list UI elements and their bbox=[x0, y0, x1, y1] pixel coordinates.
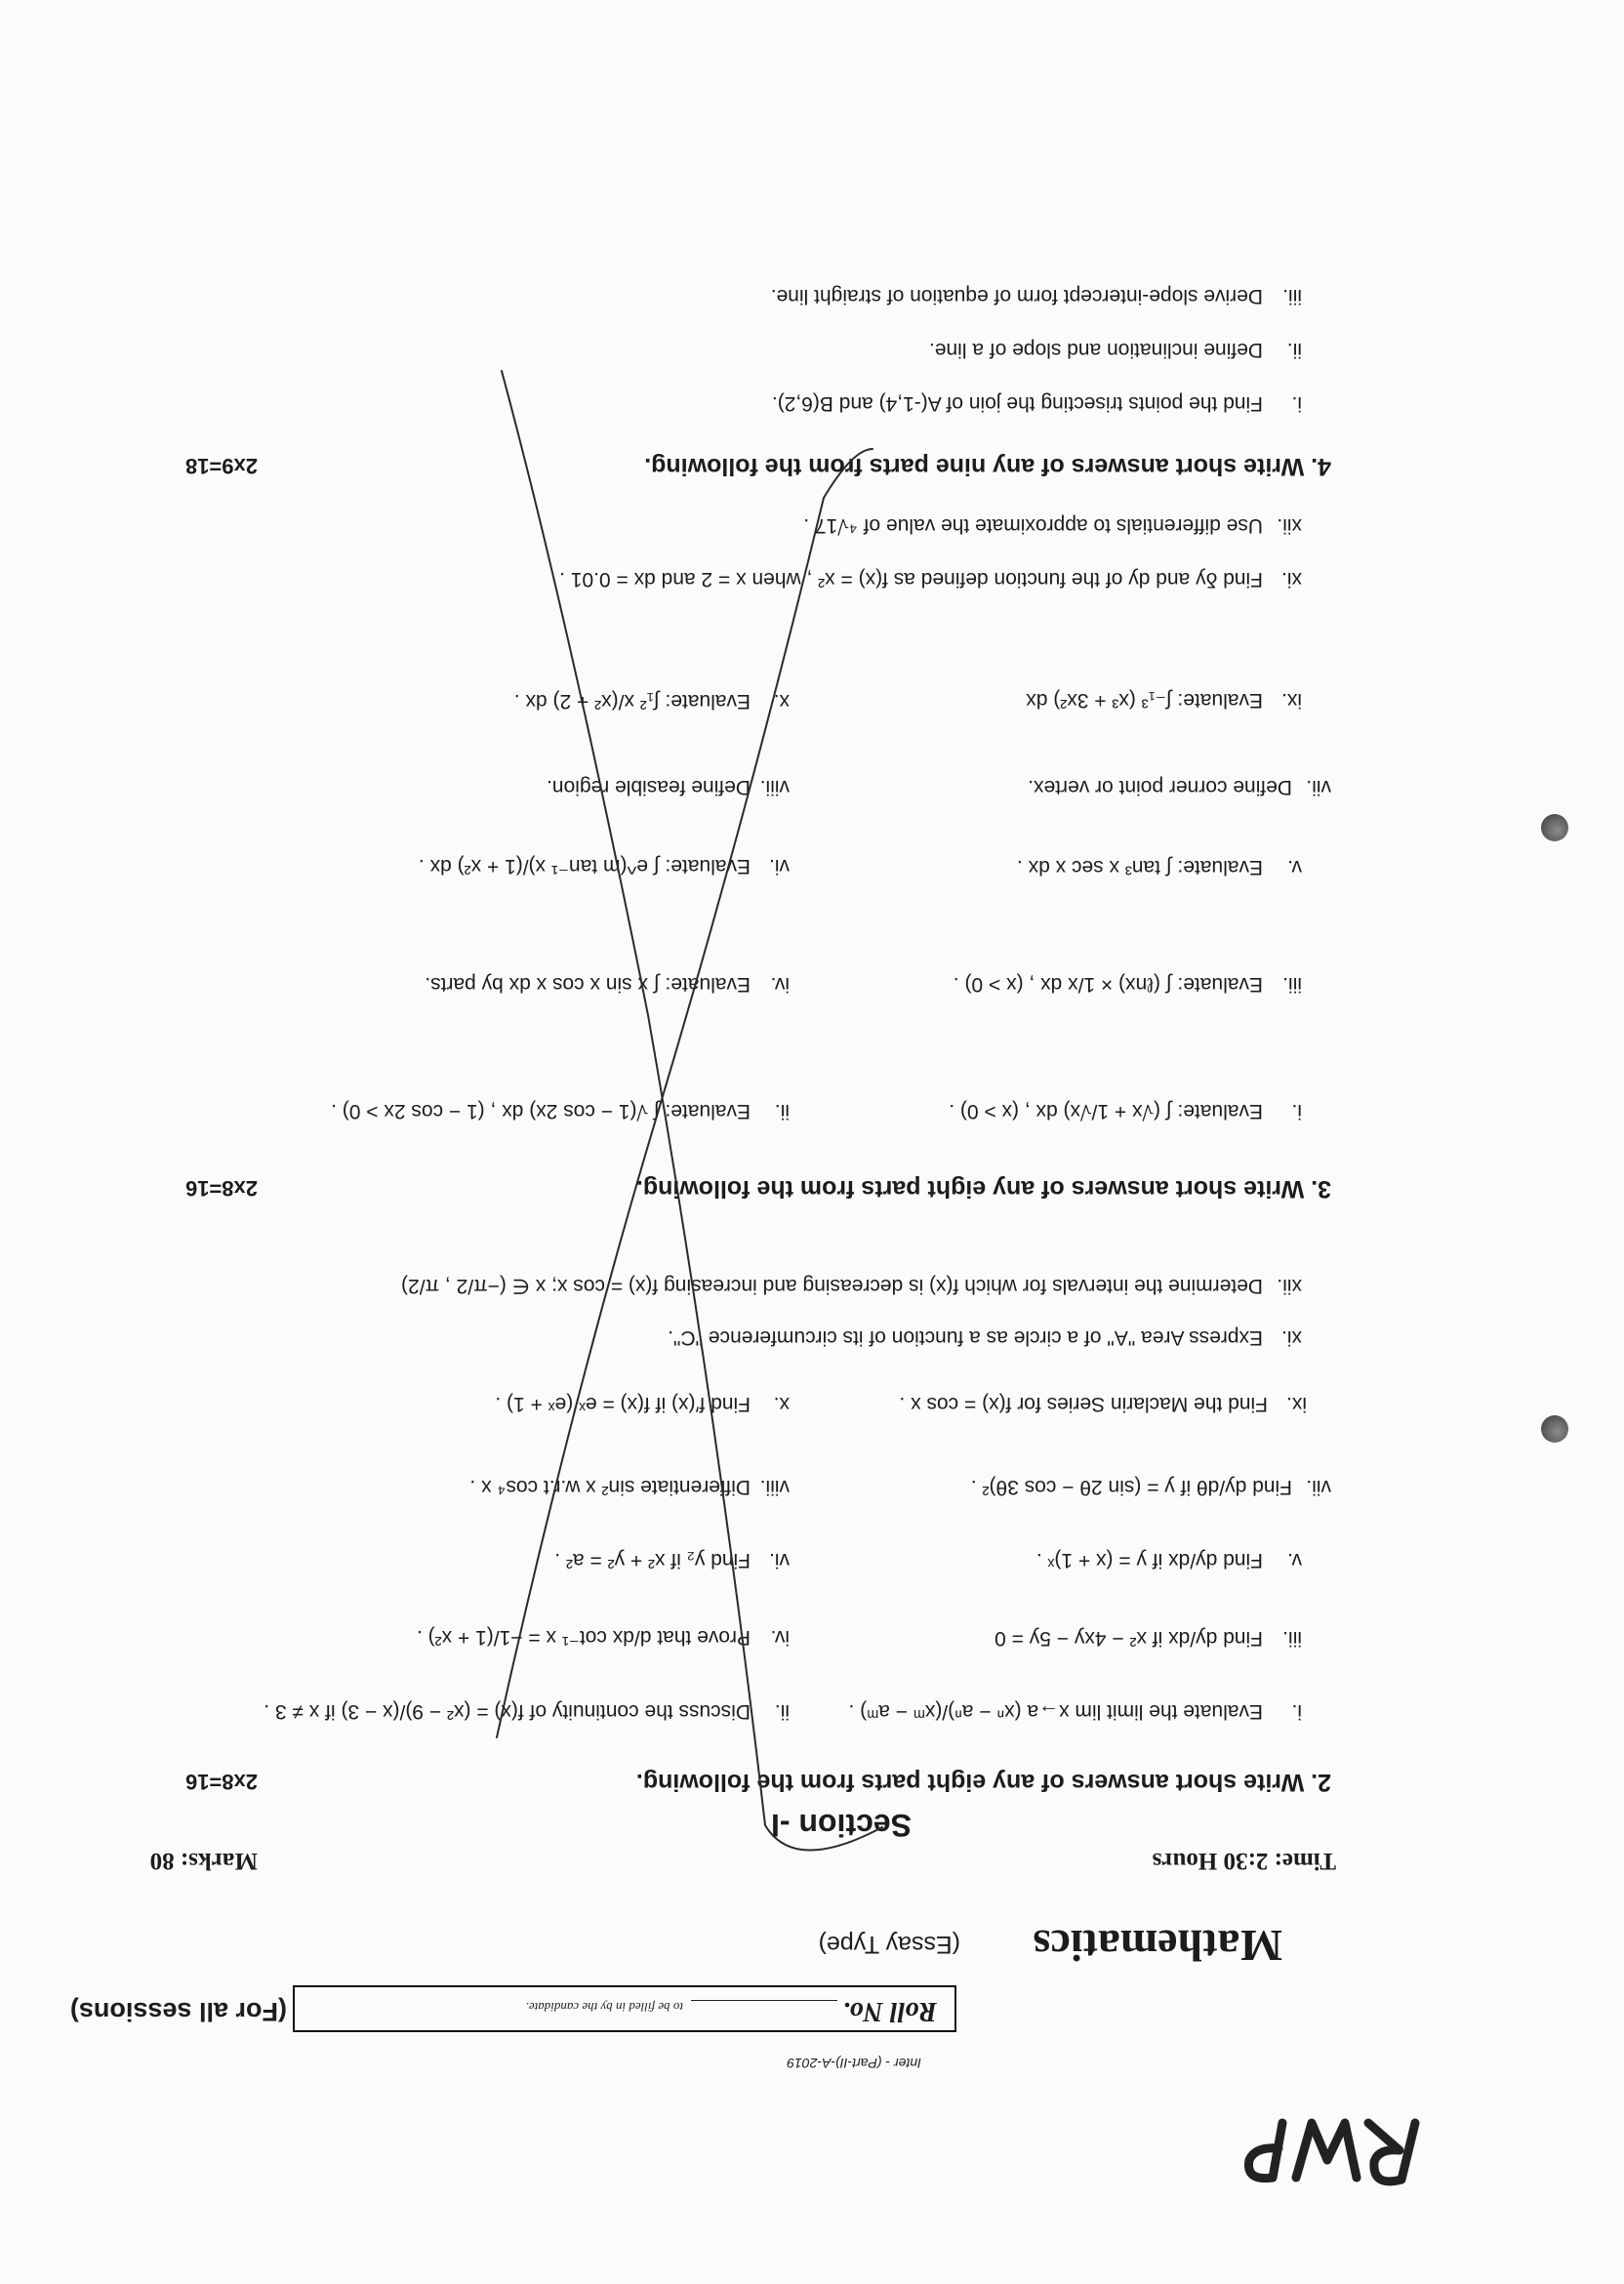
subject-title: Mathematics bbox=[1033, 1921, 1282, 1971]
question-2-heading: 2. Write short answers of any eight parts from the following. bbox=[635, 1769, 1331, 1796]
q2-part: xii.Determine the intervals for which f(x) is decreasing and increasing f(x) = cos x; x ∈ (−π/2 , π/2) bbox=[401, 1275, 1302, 1297]
total-marks: Marks: 80 bbox=[149, 1848, 258, 1874]
q3-part: vii.Define corner point or vertex. bbox=[1028, 776, 1331, 798]
q2-part: vii.Find dy/dθ if y = (sin 2θ − cos 3θ)² . bbox=[970, 1476, 1331, 1498]
roll-no-hint: to be filled in by the candidate. bbox=[525, 2000, 683, 2015]
question-3-heading: 3. Write short answers of any eight parts from the following. bbox=[635, 1175, 1331, 1203]
punch-hole bbox=[1541, 1415, 1568, 1443]
q2-part: v.Find dy/dx if y = (x + 1)ˣ . bbox=[1035, 1549, 1302, 1571]
q2-part: xi.Express Area "A" of a circle as a function of its circumference "C". bbox=[668, 1326, 1302, 1349]
q3-part: v.Evaluate: ∫ tan³ x sec x dx . bbox=[1016, 856, 1302, 878]
q4-part: i.Find the points trisecting the join of A(-1,4) and B(6,2). bbox=[771, 392, 1302, 415]
question-4-marks: 2x9=18 bbox=[184, 454, 258, 478]
q4-part: ii.Define inclination and slope of a line. bbox=[928, 339, 1302, 361]
q3-part: iv.Evaluate: ∫ x sin x cos x dx by parts. bbox=[425, 973, 790, 996]
sessions-label: (For all sessions) bbox=[69, 1997, 287, 2026]
q2-part: iii.Find dy/dx if x² − 4xy − 5y = 0 bbox=[995, 1627, 1302, 1650]
q3-part: vi.Evaluate: ∫ e^(m tan⁻¹ x)/(1 + x²) dx . bbox=[418, 855, 790, 877]
q3-part: ix.Evaluate: ∫₋₁³ (x³ + 3x²) dx bbox=[1026, 689, 1302, 712]
q4-part: iii.Derive slope-intercept form of equation of straight line. bbox=[770, 285, 1302, 307]
q3-part: ii.Evaluate: ∫ √(1 − cos 2x) dx , (1 − cos 2x > 0) . bbox=[331, 1100, 790, 1122]
q3-part: x.Evaluate: ∫₁² x/(x² + 2) dx . bbox=[513, 690, 790, 713]
q2-part: viii.Differentiate sin² x w.r.t cos⁴ x . bbox=[469, 1476, 790, 1498]
q2-part: vi.Find y₂ if x² + y² = a² . bbox=[554, 1549, 790, 1571]
q2-part: iv.Prove that d/dx cot⁻¹ x = −1/(1 + x²) . bbox=[417, 1626, 790, 1649]
q2-part: ii.Discuss the continuity of f(x) = (x² − 9)/(x − 3) if x ≠ 3 . bbox=[264, 1700, 790, 1723]
section-title: Section -I bbox=[770, 1808, 912, 1843]
q2-part: ix.Find the Maclarin Series for f(x) = cos x . bbox=[899, 1393, 1307, 1415]
q3-part: viii.Define feasible region. bbox=[547, 776, 790, 798]
paper-code: Inter - (Part-II)-A-2019 bbox=[787, 2056, 921, 2071]
q3-part: i.Evaluate: ∫ (√x + 1/√x) dx , (x > 0) . bbox=[949, 1100, 1302, 1122]
question-4-heading: 4. Write short answers of any nine parts from the following. bbox=[644, 453, 1331, 480]
paper-type: (Essay Type) bbox=[818, 1931, 960, 1958]
roll-no-label: Roll No. bbox=[842, 1996, 937, 2026]
question-3-marks: 2x8=16 bbox=[184, 1176, 258, 1201]
q3-part: iii.Evaluate: ∫ (ℓnx) × 1/x dx , (x > 0) . bbox=[953, 973, 1302, 996]
q2-part: x.Find f′(x) if f(x) = eˣ/(eˣ + 1) . bbox=[495, 1393, 790, 1415]
q3-part: xii.Use differentials to approximate the value of ⁴√17 . bbox=[803, 514, 1302, 537]
q2-part: i.Evaluate the limit lim x→a (xⁿ − aⁿ)/(xᵐ − aᵐ) . bbox=[848, 1700, 1302, 1723]
time-allowed: Time: 2:30 Hours bbox=[1152, 1848, 1336, 1874]
punch-hole bbox=[1541, 814, 1568, 841]
q3-part: xi.Find δy and dy of the function defined as f(x) = x² , when x = 2 and dx = 0.01 . bbox=[559, 568, 1302, 591]
question-2-marks: 2x8=16 bbox=[184, 1770, 258, 1794]
